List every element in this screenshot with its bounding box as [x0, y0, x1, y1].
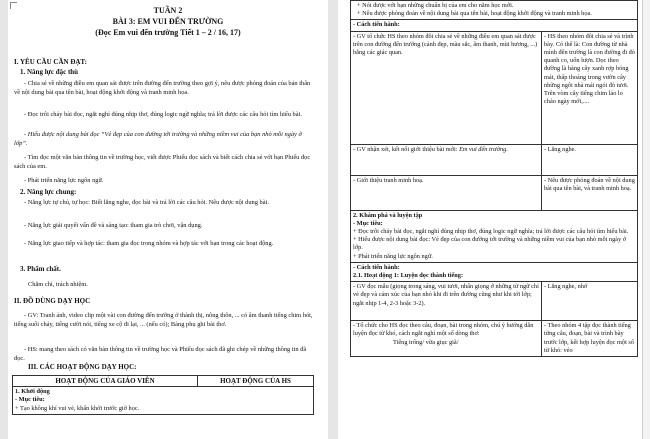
row-text: + Tạo không khí vui vẻ, khấn khởi trước giờ học. [15, 404, 140, 412]
row-label: - Cách tiến hành: [353, 21, 400, 29]
subsection-general-competence: 2. Năng lực chung: [20, 188, 77, 196]
paragraph: - Tìm đọc một văn bản thông tin về trường học, viết được Phiếu đọc sách và biết cách chia sẻ với bạn Phiếu đọc sách của em. [14, 154, 311, 170]
table-row [351, 262, 638, 281]
cell-text: Tiếng trống/ vừa giục giã/ [393, 338, 459, 346]
lesson-reference: (Đọc Em vui đến trường Tiết 1 – 2 / 16, 17) [95, 28, 241, 37]
subsection-qualities: 3. Phẩm chất. [20, 265, 61, 273]
teacher-cell: - GV đọc mẫu (giọng trong sáng, vui tươi, nhấn giọng ở những từ ngữ chỉ vẻ đẹp và cảm xúc của bạn nhỏ khi đi trên đường cũng như khi tới lớp; ngắt nhịp 1-4, 2-3 hoặc 3-2). [351, 282, 542, 321]
week-label: TUẦN 2 [153, 6, 183, 15]
section-materials: II. ĐỒ DÙNG DẠY HỌC [14, 297, 91, 305]
activities-table-continued [350, 0, 638, 357]
paragraph: - Chia sẻ về những điều em quan sát được trên đường đến trường theo gợi ý, nêu được phỏng đoán của bản thân về nội dung bài qua tên bài, hoạt động khởi động và tranh minh họa. [14, 80, 311, 96]
table-row [351, 1, 638, 20]
cell-text: - Tổ chức cho HS đọc theo câu, đoạn, bài trong nhóm, chú ý hướng dẫn luyện đọc từ khó, cách ngắt nghỉ một số dòng thơ: [353, 322, 534, 338]
student-cell: - Lắng nghe, nhớ [542, 282, 638, 321]
table-row [351, 210, 638, 262]
table-row [13, 387, 314, 415]
student-cell: - Theo nhóm 4 tập đọc thành tiếng từng câu, đoạn, bài và trình bày trước lớp, kết hợp luyện đọc một số từ khó: véo [542, 321, 638, 357]
paragraph: - Đọc trôi chảy bài đọc, ngắt nghỉ đúng nhịp thơ, đúng logic ngữ nghĩa; trả lời được các câu hỏi tìm hiểu bài. [24, 111, 302, 118]
paragraph: - GV: Tranh ảnh, video clip một vài con đường đến trường ở thành thị, nông thôn, ... có âm thanh tiếng chim hót, tiếng suối chảy, tiếng cười nói, tiếng xe cộ đi lại, ... (nếu có); Bảng phụ ghi bài thơ. [14, 312, 313, 328]
teacher-cell: - GV tổ chức HS theo nhóm đôi chia sẻ về những điều em quan sát được trên con đường đến trường (cảnh đẹp, màu sắc, âm thanh, mùi hương, ...) bằng các giác quan. [351, 31, 542, 144]
section-objectives: I. YÊU CẦU CẦN ĐẠT: [14, 58, 87, 66]
paragraph: - Hiểu được nội dung bài đọc “Vẻ đẹp của con đường tới trường và những niềm vui của bạn nhỏ mỗi ngày ở lớp”. [14, 131, 302, 147]
row-text: + Nêu được phỏng đoán về nội dung bài qua tên bài, hoạt động khởi động và tranh minh họa. [357, 10, 592, 18]
cell-text: - GV nhận xét, kết nối giới thiệu bài mới: [353, 145, 460, 153]
student-cell: - Lắng nghe. [542, 144, 638, 175]
row-label: - Cách tiến hành: [353, 263, 400, 271]
paragraph: - Năng lực giải quyết vấn đề và sáng tạo: tham gia trò chơi, vận dụng. [24, 222, 203, 229]
table-header-teacher: HOẠT ĐỘNG CỦA GIÁO VIÊN [13, 376, 198, 387]
row-label: - Mục tiêu: [15, 396, 45, 404]
window-edge [642, 0, 650, 439]
row-heading: 2.1. Hoạt động 1: Luyện đọc thành tiếng: [353, 272, 464, 280]
paragraph: - Năng lực giao tiếp và hợp tác: tham gia đọc trong nhóm và hợp tác với bạn trong các hoạt động. [24, 240, 274, 247]
student-cell: - Nêu được phỏng đoán về nội dung bài qua tên bài, và tranh minh hoạ. [542, 175, 638, 210]
paragraph: - HS: mang theo sách có văn bản thông tin về trường học và Phiếu đọc sách đã ghi chép về những thông tin đã đọc. [14, 346, 307, 362]
row-text: + Phát triển năng lực ngôn ngữ. [353, 252, 433, 260]
row-text: + Nói được với bạn những chuẩn bị của em cho năm học mới. [357, 2, 514, 9]
lesson-title: BÀI 3: EM VUI ĐẾN TRƯỜNG [112, 17, 224, 26]
teacher-cell [351, 321, 542, 357]
subsection-specific-competence: 1. Năng lực đặc thù [20, 68, 79, 76]
row-heading: 1. Khởi động [15, 388, 50, 396]
row-text: + Đọc trôi chảy bài đọc, ngắt nghỉ đúng nhịp thơ, đúng logic ngữ nghĩa; trả lời được các câu hỏi tìm hiểu bài. [353, 228, 629, 236]
row-heading: 2. Khám phá và luyện tập [353, 211, 423, 219]
section-activities: III. CÁC HOẠT ĐỘNG DẠY HỌC: [28, 363, 137, 371]
student-cell: - HS theo nhóm đôi chia sẻ và trình bày. Có thể là: Con đường từ nhà mình đến trường là con đường đi đò quanh co, uốn lượn. Dọc theo đường là hàng cây xanh rợp bóng mát, thấp thoáng trong vườn cây những ngôi nhà mái ngói đỏ tươi. Trên vòm cây tiếng chim lảo lo chào ngày mới,.... [542, 31, 638, 144]
lesson-name: Em vui đến trường. [459, 145, 508, 153]
teacher-cell [351, 144, 542, 175]
table-header-student: HOẠT ĐỘNG CỦA HS [198, 376, 314, 387]
paragraph: - Phát triển năng lực ngôn ngữ. [24, 177, 104, 184]
activities-table [12, 375, 314, 415]
page-left [8, 0, 328, 439]
page-right [338, 0, 642, 439]
table-row [351, 20, 638, 31]
teacher-cell: - Giới thiệu tranh minh hoạ. [351, 175, 542, 210]
row-label: - Mục tiêu: [353, 219, 383, 227]
paragraph: - Năng lực tự chủ, tự học: Biết lắng nghe, đọc bài và trả lời các câu hỏi. Nêu được nội dung bài. [24, 199, 269, 206]
row-text: + Hiểu được nội dung bài đọc: Vẻ đẹp của con đường tới trường và những niềm vui của bạn nhỏ mỗi ngày ở lớp. [353, 236, 627, 252]
paragraph: Chăm chỉ, trách nhiệm. [28, 281, 88, 288]
